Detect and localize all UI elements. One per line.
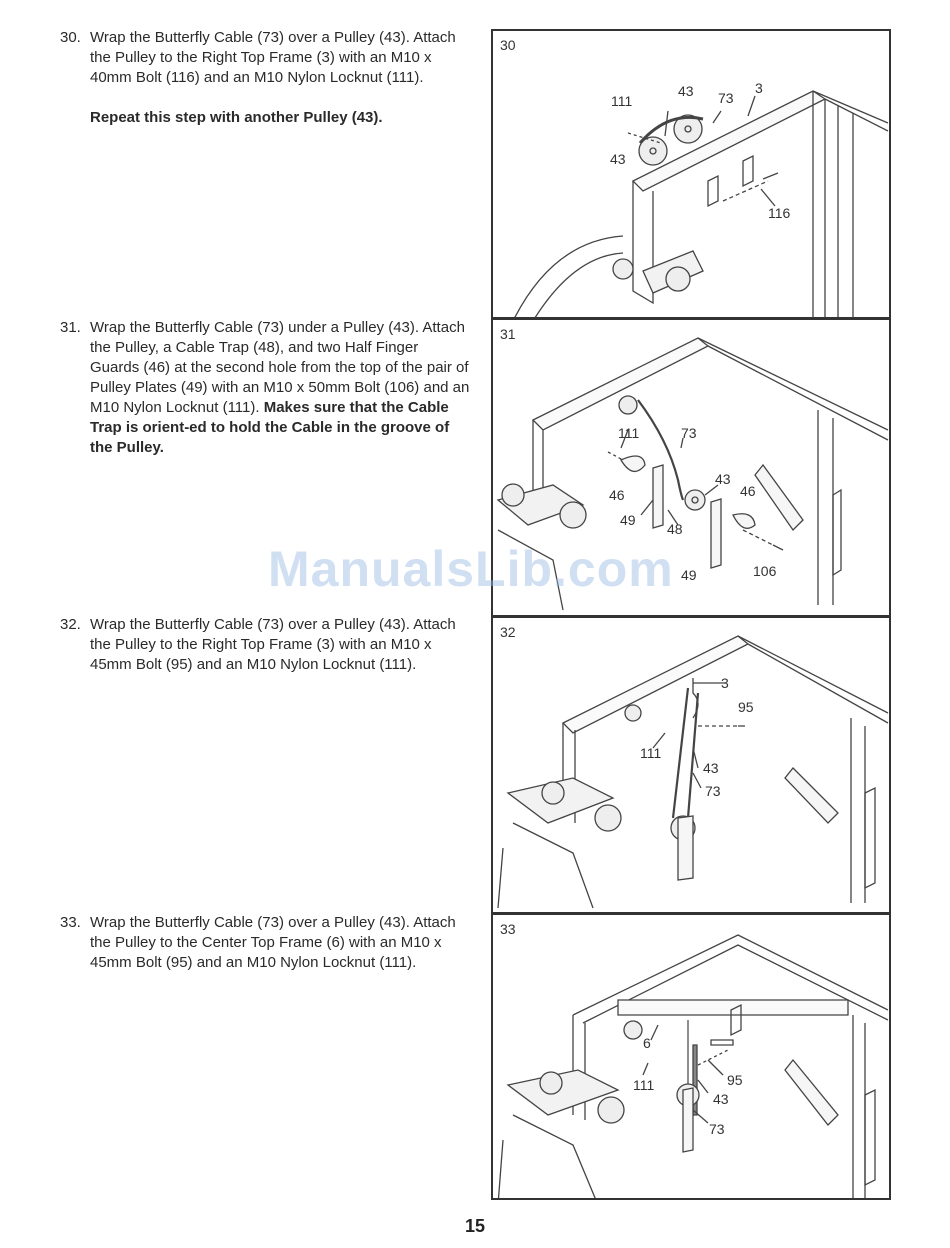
page-number: 15 — [464, 1216, 486, 1236]
callout: 73 — [718, 90, 734, 106]
figure-32-drawing — [493, 618, 891, 914]
callout: 46 — [740, 483, 756, 499]
callout: 49 — [620, 512, 636, 528]
callout: 111 — [618, 425, 640, 441]
step-number: 31. — [60, 319, 81, 336]
step-30 — [60, 28, 470, 128]
callout: 46 — [609, 487, 625, 503]
callout: 43 — [610, 151, 626, 167]
figure-33 — [491, 914, 891, 1200]
step-text: Wrap the Butterfly Cable (73) over a Pulley (43). Attach the Pulley to the Right Top Frame (3) with an M10 x 45mm Bolt (95) and an M10 Nylon Locknut (111). — [90, 616, 456, 673]
callout: 106 — [753, 563, 777, 579]
callout: 6 — [643, 1035, 651, 1051]
step-bold-note: Repeat this step with another Pulley (43). — [90, 109, 383, 126]
callout: 116 — [768, 205, 791, 221]
callout: 43 — [713, 1091, 729, 1107]
callout: 3 — [755, 80, 763, 96]
step-number: 32. — [60, 616, 81, 633]
step-number: 30. — [60, 29, 81, 46]
callout: 73 — [705, 783, 721, 799]
callout: 111 — [633, 1077, 655, 1093]
callout: 73 — [709, 1121, 725, 1137]
callout: 48 — [667, 521, 683, 537]
figure-number: 33 — [500, 921, 516, 937]
step-bold-note: Makes sure that the Cable Trap is orient-ed to hold the Cable in the groove of the Pulley. — [90, 399, 450, 456]
callout: 43 — [678, 83, 694, 99]
callout: 73 — [681, 425, 697, 441]
step-text: Wrap the Butterfly Cable (73) under a Pulley (43). Attach the Pulley, a Cable Trap (48), and two Half Finger Guards (46) at the second hole from the top of the pair of Pulley Plates (49) with an M10 x 50mm Bolt (106) and an M10 Nylon Locknut (111). — [90, 319, 470, 416]
figure-32 — [491, 617, 891, 914]
watermark: ManualsLib.com — [268, 541, 674, 597]
figure-number: 32 — [500, 624, 516, 640]
figure-30 — [491, 29, 891, 319]
figure-number: 30 — [500, 37, 516, 53]
step-31 — [60, 318, 470, 458]
callout: 43 — [715, 471, 731, 487]
step-33 — [60, 913, 470, 973]
callout: 3 — [721, 675, 729, 691]
callout: 95 — [727, 1072, 743, 1088]
step-32 — [60, 615, 470, 675]
figure-30-drawing — [493, 31, 891, 319]
step-text: Wrap the Butterfly Cable (73) over a Pulley (43). Attach the Pulley to the Center Top Frame (6) with an M10 x 45mm Bolt (95) and an M10 Nylon Locknut (111). — [90, 914, 456, 971]
callout: 49 — [681, 567, 697, 583]
callout: 111 — [640, 745, 662, 761]
callout: 43 — [703, 760, 719, 776]
step-number: 33. — [60, 914, 81, 931]
callout: 111 — [611, 93, 633, 109]
figure-33-drawing — [493, 915, 891, 1200]
step-text: Wrap the Butterfly Cable (73) over a Pulley (43). Attach the Pulley to the Right Top Frame (3) with an M10 x 40mm Bolt (116) and an M10 Nylon Locknut (111). — [90, 29, 456, 86]
callout: 95 — [738, 699, 754, 715]
figure-number: 31 — [500, 326, 516, 342]
